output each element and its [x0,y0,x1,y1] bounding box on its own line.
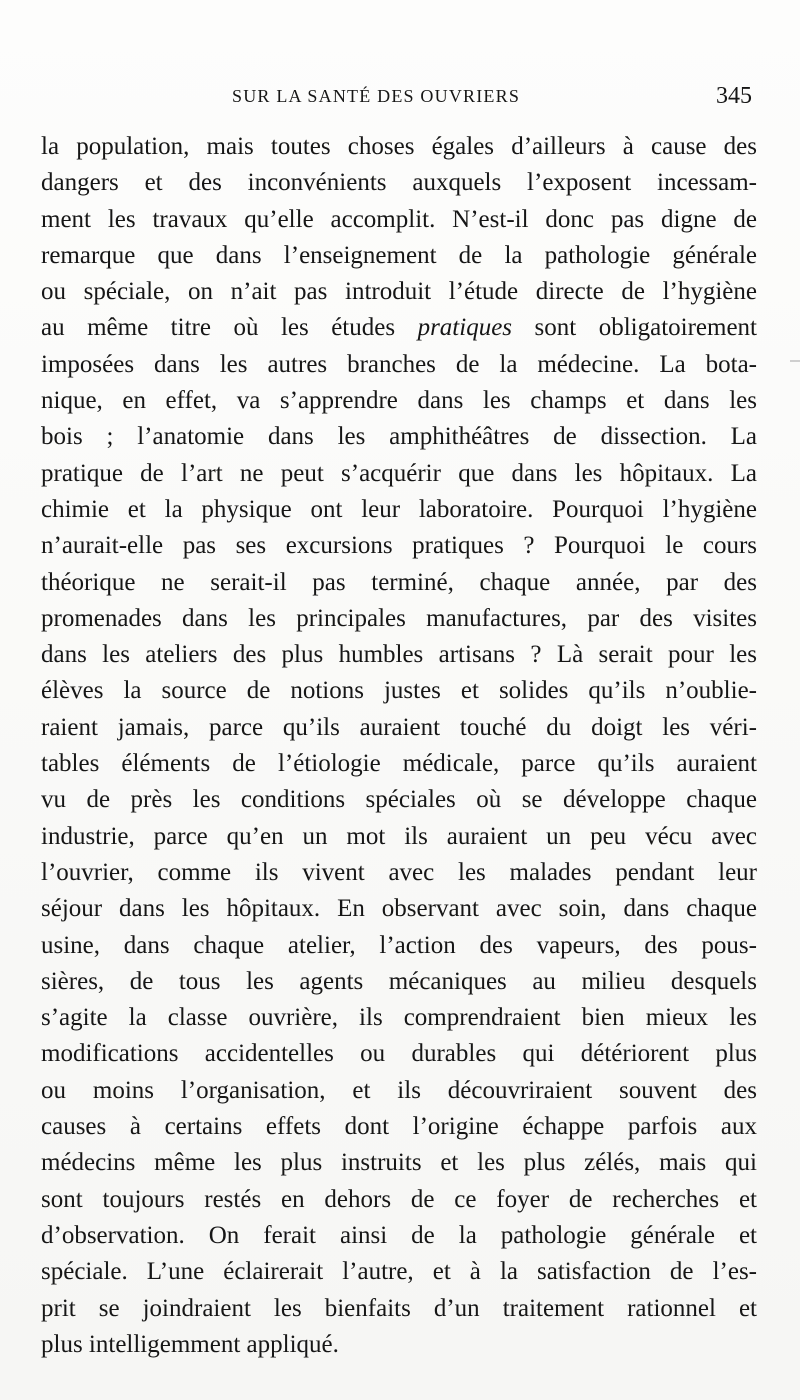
text-line: sières, de tous les agents mécaniques au milieu desquels [41,967,757,995]
text-line: tables éléments de l’étiologie médicale, parce qu’ils auraient [41,750,757,778]
text-line: usine, dans chaque atelier, l’action des vapeurs, des pous- [41,931,757,959]
text-line: l’ouvrier, comme ils vivent avec les malades pendant leur [41,858,757,886]
text-line: chimie et la physique ont leur laboratoire. Pourquoi l’hygiène [41,495,757,523]
text-line: pratique de l’art ne peut s’acquérir que dans les hôpitaux. La [41,459,757,487]
text-segment: sont obligatoirement [512,314,757,342]
italic-word: pratiques [417,314,513,342]
text-line: sont toujours restés en dehors de ce foyer de recherches et [41,1185,757,1213]
text-line: s’agite la classe ouvrière, ils comprendraient bien mieux les [41,1004,757,1032]
page-number: 345 [716,83,752,109]
text-line: industrie, parce qu’en un mot ils auraient un peu vécu avec [41,822,757,850]
text-line: élèves la source de notions justes et solides qu’ils n’oublie- [41,677,757,705]
text-line: médecins même les plus instruits et les plus zélés, mais qui [41,1149,757,1177]
text-line: prit se joindraient les bienfaits d’un traitement rationnel et [41,1294,757,1322]
text-line: vu de près les conditions spéciales où se développe chaque [41,786,757,814]
text-line: spéciale. L’une éclairerait l’autre, et à la satisfaction de l’es- [41,1258,757,1286]
page-edge-mark [790,360,800,362]
text-line: la population, mais toutes choses égales d’ailleurs à cause des [41,133,757,160]
running-head [0,83,800,116]
text-line: séjour dans les hôpitaux. En observant avec soin, dans chaque [41,895,757,923]
text-line: raient jamais, parce qu’ils auraient touché du doigt les véri- [41,713,757,741]
text-line [41,310,757,346]
text-line: ou spéciale, on n’ait pas introduit l’étude directe de l’hygiène [41,278,757,306]
text-line: causes à certains effets dont l’origine échappe parfois aux [41,1113,757,1141]
text-line: plus intelligemment appliqué. [41,1330,339,1358]
text-line: dans les ateliers des plus humbles artisans ? Là serait pour les [41,641,757,669]
text-line: remarque que dans l’enseignement de la pathologie générale [41,241,757,269]
running-title: SUR LA SANTÉ DES OUVRIERS [232,86,521,106]
text-segment: au même titre où les études [41,314,418,342]
text-line: bois ; l’anatomie dans les amphithéâtres de dissection. La [41,423,757,451]
body-paragraph [41,129,757,1363]
text-line: d’observation. On ferait ainsi de la pathologie générale et [41,1221,757,1249]
text-line: ment les travaux qu’elle accomplit. N’est-il donc pas digne de [41,205,757,233]
text-line: promenades dans les principales manufactures, par des visites [41,604,757,632]
text-line: ou moins l’organisation, et ils découvriraient souvent des [41,1076,757,1104]
text-line: nique, en effet, va s’apprendre dans les champs et dans les [41,387,757,415]
text-line: n’aurait-elle pas ses excursions pratiques ? Pourquoi le cours [41,532,757,560]
text-line: dangers et des inconvénients auxquels l’exposent incessam- [41,169,757,197]
text-line: modifications accidentelles ou durables qui détériorent plus [41,1040,757,1068]
text-line: théorique ne serait-il pas terminé, chaque année, par des [41,568,757,596]
text-line: imposées dans les autres branches de la médecine. La bota- [41,350,757,378]
